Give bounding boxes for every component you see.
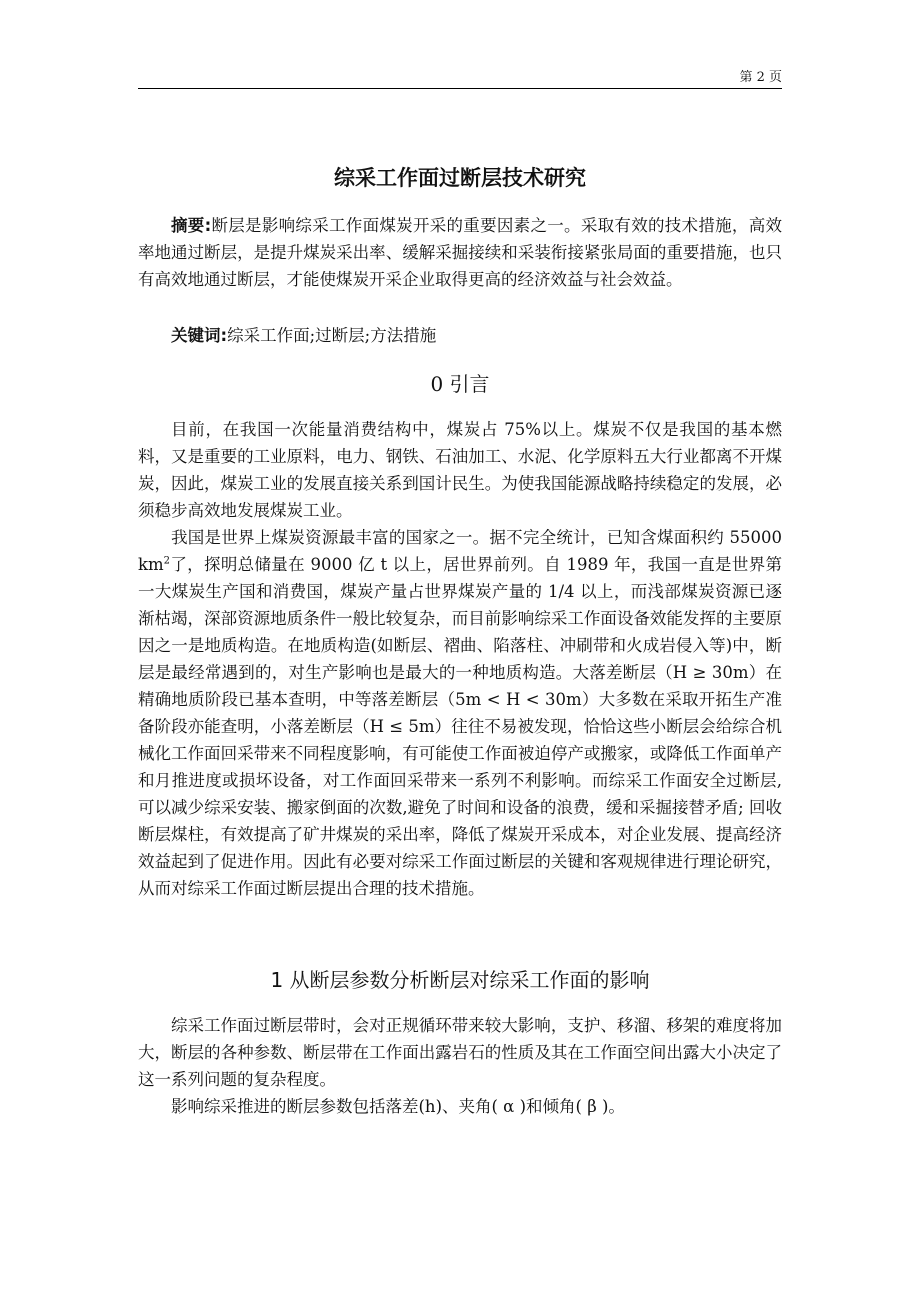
keywords-text: 综采工作面;过断层;方法措施 bbox=[227, 326, 437, 345]
section-0-paragraph-1: 目前，在我国一次能量消费结构中，煤炭占 75%以上。煤炭不仅是我国的基本燃料，又是重要的工业原料，电力、钢铁、石油加工、水泥、化学原料五大行业都离不开煤炭，因此，煤炭工业的发展直接关系到国计民生。为使我国能源战略持续稳定的发展，必须稳步高效地发展煤炭工业。 bbox=[138, 420, 782, 520]
abstract-paragraph bbox=[138, 212, 782, 293]
keywords-label: 关键词: bbox=[171, 326, 228, 345]
section-0-body bbox=[138, 416, 782, 902]
section-0-paragraph-2 bbox=[138, 524, 782, 902]
para2-part-a: 我国是世界上煤炭资源最丰富的国家之一。据不完全统计，已知含煤面积约 55000 km bbox=[138, 528, 782, 574]
abstract-label: 摘要: bbox=[171, 216, 212, 235]
section-0-heading: 0 引言 bbox=[430, 372, 490, 396]
para2-part-b: 了，探明总储量在 9000 亿 t 以上，居世界前列。自 1989 年，我国一直是世界第一大煤炭生产国和消费国，煤炭产量占世界煤炭产量的 1/4 以上，而浅部煤炭资源已逐渐枯竭，深部资源地质条件一般比较复杂，而目前影响综采工作面设备效能发挥的主要原因之一是地质构造。在地质构造(如断层、褶曲、陷落柱、冲刷带和火成岩侵入等)中，断层是最经常遇到的，对生产影响也是最大的一种地质构造。大落差断层（H ≥ 30m）在精确地质阶段已基本查明，中等落差断层（5m < H < 30m）大多数在采取开拓生产准备阶段亦能查明，小落差断层（H ≤ 5m）往往不易被发现，恰恰这些小断层会给综合机械化工作面回采带来不同程度影响，有可能使工作面被迫停产或搬家，或降低工作面单产和月推进度或损坏设备，对工作面回采带来一系列不利影响。而综采工作面安全过断层,可以减少综采安装、搬家倒面的次数,避免了时间和设备的浪费，缓和采掘接替矛盾; 回收断层煤柱，有效提高了矿井煤炭的采出率，降低了煤炭开采成本，对企业发展、提高经济效益起到了促进作用。因此有必要对综采工作面过断层的关键和客观规律进行理论研究，从而对综采工作面过断层提出合理的技术措施。 bbox=[138, 555, 782, 898]
document-title: 综采工作面过断层技术研究 bbox=[334, 166, 586, 190]
page-number: 第 2 页 bbox=[739, 70, 782, 85]
section-1-heading: 1 从断层参数分析断层对综采工作面的影响 bbox=[270, 968, 650, 992]
section-1-paragraph-1: 综采工作面过断层带时，会对正规循环带来较大影响，支护、移溜、移架的难度将加大，断层的各种参数、断层带在工作面出露岩石的性质及其在工作面空间出露大小决定了这一系列问题的复杂程度。 bbox=[138, 1016, 782, 1089]
page-header bbox=[138, 62, 782, 89]
section-1-body bbox=[138, 1012, 782, 1120]
section-1-paragraph-2: 影响综采推进的断层参数包括落差(h)、夹角( α )和倾角( β )。 bbox=[171, 1097, 625, 1116]
abstract-text: 断层是影响综采工作面煤炭开采的重要因素之一。采取有效的技术措施，高效率地通过断层，是提升煤炭采出率、缓解采掘接续和采装衔接紧张局面的重要措施，也只有高效地通过断层，才能使煤炭开采企业取得更高的经济效益与社会效益。 bbox=[138, 216, 783, 289]
superscript-2: 2 bbox=[163, 555, 171, 567]
keywords-paragraph bbox=[138, 322, 782, 349]
